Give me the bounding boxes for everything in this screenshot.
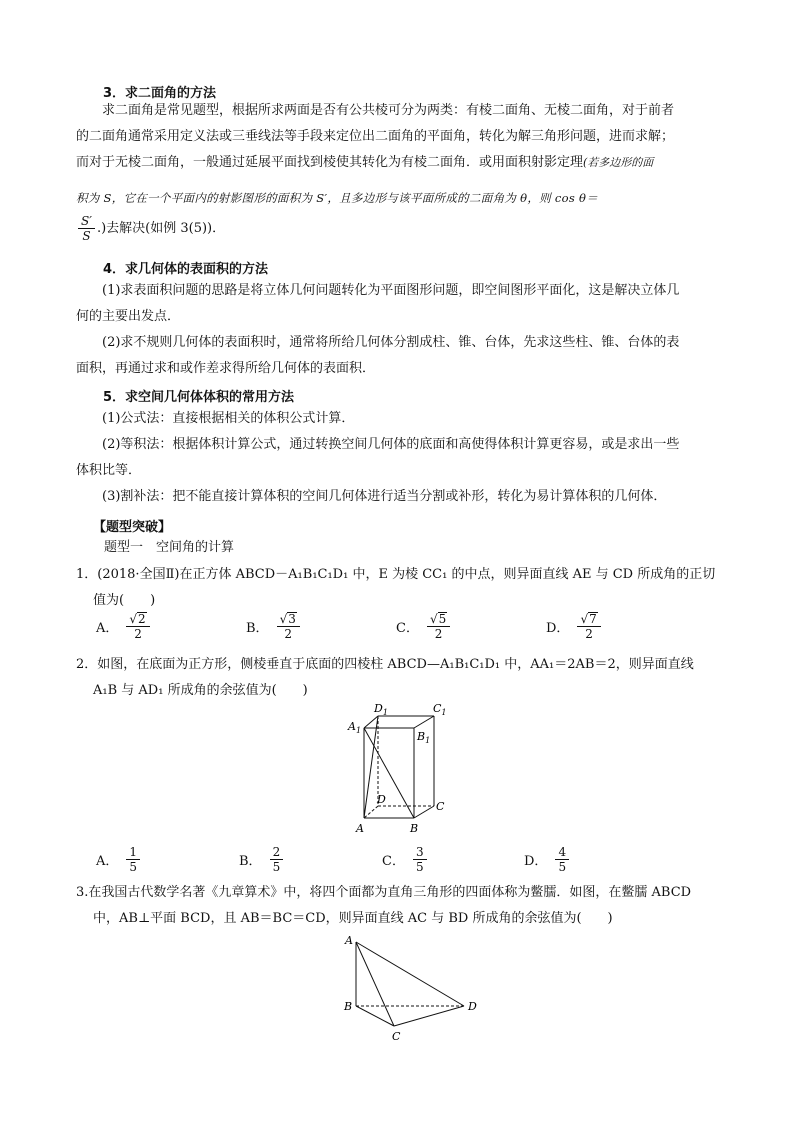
section-3-line-5	[76, 214, 720, 243]
question-2-text-line-2: A₁B 与 AD₁ 所成角的余弦值为( )	[93, 682, 308, 698]
edge-a1d1	[364, 716, 378, 728]
edge-b1c1	[414, 716, 434, 728]
area-ratio-denominator: S	[82, 229, 91, 243]
label-c1: $C_1$	[433, 702, 447, 717]
edge-bc	[414, 806, 434, 818]
q1-option-b-fraction: √ 3 2	[277, 612, 300, 641]
label-a: A	[345, 934, 353, 947]
section-3-line-2: 的二面角通常采用定义法或三垂线法等手段来定位出二面角的平面角，转化为解三角形问题，进而求解；	[76, 129, 675, 144]
q2-option-a-fraction: $\frac{1}{5}$	[126, 845, 140, 874]
q1-option-a[interactable]: A． √ 2 2	[96, 612, 152, 641]
q2-option-d-fraction: $\frac{4}{5}$	[555, 845, 569, 874]
edge-bc	[356, 1006, 394, 1026]
q1-option-b[interactable]: B． √ 3 2	[246, 612, 302, 641]
section-5-title: 5．求空间几何体体积的常用方法	[103, 390, 295, 405]
q1-option-c-fraction: √ 5 2	[427, 612, 450, 641]
section-3-line-3-note: (若多边形的面	[583, 156, 654, 169]
label-b: B	[410, 822, 419, 835]
label-d: D	[468, 1000, 477, 1013]
question-1-text-line-1: (2018·全国Ⅱ)在正方体 ABCD－A₁B₁C₁D₁ 中，E 为棱 CC₁ 的中点，则异面直线 AE 与 CD 所成角的正切	[97, 567, 716, 582]
section-4-p2-line-1: (2)求不规则几何体的表面积时，通常将所给几何体分割成柱、锥、台体，先求这些柱、锥、台体的表	[102, 335, 680, 350]
label-b1: $B_1$	[417, 730, 431, 745]
section-3-line-3-main: 而对于无棱二面角，一般通过延展平面找到棱使其转化为有棱二面角．或用面积射影定理	[76, 155, 584, 170]
label-a: A	[356, 822, 364, 835]
section-3-line-1: 求二面角是常见题型，根据所求两面是否有公共棱可分为两类：有棱二面角、无棱二面角，对于前者	[102, 103, 675, 118]
edge-ac	[356, 942, 394, 1026]
q2-option-c[interactable]: C． $\frac{3}{5}$	[382, 845, 429, 874]
label-b: B	[344, 1000, 353, 1013]
q2-option-d[interactable]: D． $\frac{4}{5}$	[524, 845, 571, 874]
tetrahedron-figure	[336, 930, 486, 1050]
segment-a1b	[364, 728, 414, 818]
q2-option-b[interactable]: B． $\frac{2}{5}$	[239, 845, 285, 874]
label-d1: $D_1$	[374, 702, 388, 717]
label-a1: $A_1$	[348, 720, 362, 735]
question-3-text-line-1: 在我国古代数学名著《九章算术》中，将四个面都为直角三角形的四面体称为鳖臑．如图，在鳖臑 ABCD	[88, 885, 692, 900]
q1-option-d-fraction: √ 7 2	[577, 612, 600, 641]
area-ratio-numerator: S′	[78, 214, 95, 229]
section-5-p2-line-2: 体积比等．	[76, 463, 142, 478]
area-ratio-fraction	[78, 214, 95, 243]
question-2	[76, 652, 720, 703]
section-3-line-4: 积为 S，它在一个平面内的射影图形的面积为 S′，且多边形与该平面所成的二面角为 θ，则 cos θ＝	[76, 191, 599, 205]
question-1-text-line-2: 值为( )	[93, 592, 156, 608]
section-3-line-5-text: .)去解决(如例 3(5))．	[96, 220, 226, 236]
q1-option-d[interactable]: D． √ 7 2	[546, 612, 603, 641]
question-1-options	[96, 612, 696, 656]
section-3-line-3	[76, 150, 720, 176]
edge-ad	[356, 942, 464, 1006]
section-4-p2-line-2: 面积，再通过求和或作差求得所给几何体的表面积．	[76, 361, 376, 376]
question-3-text-line-2: 中，AB⊥平面 BCD，且 AB＝BC＝CD，则异面直线 AC 与 BD 所成角的余弦值为( )	[93, 910, 613, 926]
section-5-p3: (3)割补法：把不能直接计算体积的空间几何体进行适当分割或补形，转化为易计算体积的几何体．	[102, 489, 667, 504]
question-1	[76, 562, 720, 613]
prism-figure	[340, 700, 460, 840]
section-5-p1: (1)公式法：直接根据相关的体积公式计算．	[102, 411, 355, 426]
question-3	[76, 880, 720, 931]
label-d: D	[377, 793, 386, 806]
edge-ad	[364, 806, 378, 818]
q2-option-b-fraction: $\frac{2}{5}$	[270, 845, 284, 874]
question-2-text-line-1: 如图，在底面为正方形，侧棱垂直于底面的四棱柱 ABCD—A₁B₁C₁D₁ 中，AA₁＝2AB＝2，则异面直线	[97, 657, 694, 672]
label-c: C	[436, 800, 445, 813]
type-1-title: 题型一 空间角的计算	[104, 540, 235, 555]
section-5-p2-line-1: (2)等积法：根据体积计算公式，通过转换空间几何体的底面和高使得体积计算更容易，或是求出一些	[102, 437, 680, 452]
section-4-p1-line-2: 何的主要出发点．	[76, 309, 181, 324]
section-3-title: 3．求二面角的方法	[103, 86, 217, 101]
question-1-number: 1．	[76, 567, 98, 582]
q2-option-a[interactable]: A． $\frac{1}{5}$	[96, 845, 142, 874]
q1-option-c[interactable]: C． √ 5 2	[396, 612, 452, 641]
label-c: C	[392, 1030, 401, 1043]
practice-section-title: 【题型突破】	[93, 520, 172, 535]
section-4-p1-line-1: (1)求表面积问题的思路是将立体几何问题转化为平面图形问题，即空间图形平面化，这是解决立体几	[102, 283, 680, 298]
section-4-title: 4．求几何体的表面积的方法	[103, 262, 269, 277]
question-3-number: 3.	[76, 885, 89, 900]
question-2-number: 2．	[76, 657, 98, 672]
edge-cd	[394, 1006, 464, 1026]
q2-option-c-fraction: $\frac{3}{5}$	[413, 845, 427, 874]
q1-option-a-fraction: √ 2 2	[126, 612, 149, 641]
